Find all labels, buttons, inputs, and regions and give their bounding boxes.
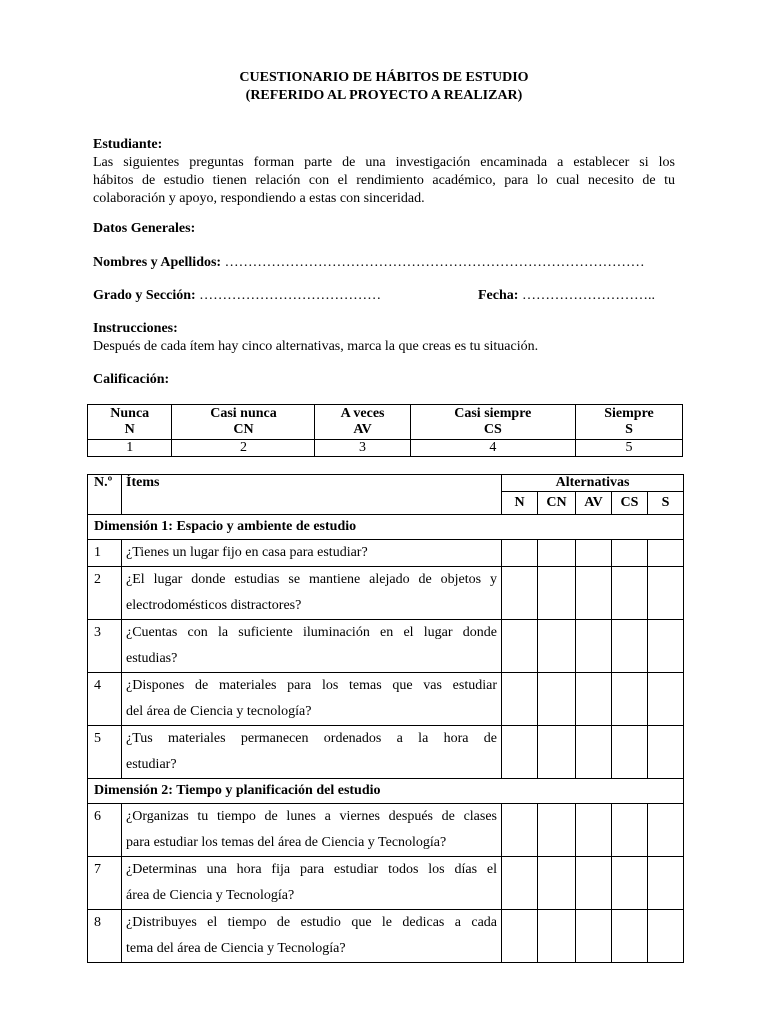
intro-line-1: Las siguientes preguntas forman parte de una investigación encaminada a establecer si los	[93, 155, 675, 170]
answer-cell-av[interactable]	[576, 910, 612, 963]
answer-cell-av[interactable]	[576, 857, 612, 910]
answer-cell-av[interactable]	[576, 726, 612, 779]
answer-cell-n[interactable]	[502, 567, 538, 620]
item-text: ¿Distribuyes el tiempo de estudio que le dedicas a cada tema del área de Ciencia y Tecnología?	[122, 910, 502, 963]
student-label: Estudiante:	[93, 137, 163, 152]
scale-value: 2	[172, 440, 315, 457]
instructions-text: Después de cada ítem hay cinco alternativas, marca la que creas es tu situación.	[93, 339, 539, 354]
answer-cell-cn[interactable]	[538, 857, 576, 910]
col-alternatives-header: Alternativas	[502, 475, 684, 492]
answer-cell-av[interactable]	[576, 673, 612, 726]
scale-value: 1	[88, 440, 172, 457]
intro-line-3: colaboración y apoyo, respondiendo a estas con sinceridad.	[93, 191, 425, 206]
answer-cell-n[interactable]	[502, 804, 538, 857]
date-dots: ………………………..	[521, 288, 655, 303]
answer-cell-s[interactable]	[648, 804, 684, 857]
table-row	[88, 540, 684, 567]
dimension-1-heading: Dimensión 1: Espacio y ambiente de estudio	[88, 515, 684, 540]
answer-cell-s[interactable]	[648, 673, 684, 726]
item-text: ¿Dispones de materiales para los temas que vas estudiar del área de Ciencia y tecnología?	[122, 673, 502, 726]
rating-scale-table	[87, 404, 683, 457]
answer-cell-cn[interactable]	[538, 567, 576, 620]
answer-cell-av[interactable]	[576, 804, 612, 857]
item-text: ¿Determinas una hora fija para estudiar todos los días el área de Ciencia y Tecnología?	[122, 857, 502, 910]
scale-header-almost-never: Casi nunca CN	[172, 405, 315, 440]
alt-header-cs: CS	[612, 492, 648, 515]
answer-cell-s[interactable]	[648, 857, 684, 910]
table-row	[88, 673, 684, 726]
instructions-section	[93, 320, 675, 356]
table-row	[88, 910, 684, 963]
answer-cell-n[interactable]	[502, 673, 538, 726]
answer-cell-cs[interactable]	[612, 910, 648, 963]
item-number: 5	[88, 726, 122, 779]
scale-header-almost-always: Casi siempre CS	[410, 405, 575, 440]
document-title-line1: CUESTIONARIO DE HÁBITOS DE ESTUDIO	[239, 70, 529, 85]
answer-cell-cs[interactable]	[612, 857, 648, 910]
table-row	[88, 567, 684, 620]
name-label: Nombres y Apellidos:	[93, 255, 222, 270]
answer-cell-cn[interactable]	[538, 540, 576, 567]
col-items-header: Ítems	[122, 475, 502, 515]
item-number: 8	[88, 910, 122, 963]
item-text: ¿Tus materiales permanecen ordenados a la hora de estudiar?	[122, 726, 502, 779]
alt-header-s: S	[648, 492, 684, 515]
answer-cell-s[interactable]	[648, 620, 684, 673]
answer-cell-av[interactable]	[576, 540, 612, 567]
general-data-label: Datos Generales:	[93, 221, 196, 236]
answer-cell-n[interactable]	[502, 910, 538, 963]
answer-cell-cn[interactable]	[538, 910, 576, 963]
questionnaire-table	[87, 474, 684, 963]
answer-cell-s[interactable]	[648, 567, 684, 620]
date-field[interactable]	[478, 287, 678, 305]
item-text: ¿El lugar donde estudias se mantiene alejado de objetos y electrodomésticos distractores?	[122, 567, 502, 620]
item-number: 4	[88, 673, 122, 726]
answer-cell-cn[interactable]	[538, 620, 576, 673]
item-number: 2	[88, 567, 122, 620]
alt-header-av: AV	[576, 492, 612, 515]
grade-dots: …………………………………	[199, 288, 382, 303]
scale-value: 5	[576, 440, 683, 457]
answer-cell-cs[interactable]	[612, 540, 648, 567]
item-number: 1	[88, 540, 122, 567]
name-dots: ………………………………………………………………………………	[224, 255, 645, 270]
answer-cell-cn[interactable]	[538, 726, 576, 779]
answer-cell-cn[interactable]	[538, 804, 576, 857]
item-text: ¿Tienes un lugar fijo en casa para estudiar?	[122, 540, 502, 567]
scale-value: 4	[410, 440, 575, 457]
scale-header-sometimes: A veces AV	[315, 405, 410, 440]
table-row	[88, 726, 684, 779]
answer-cell-av[interactable]	[576, 620, 612, 673]
scale-value: 3	[315, 440, 410, 457]
item-number: 6	[88, 804, 122, 857]
date-label: Fecha:	[478, 288, 519, 303]
dimension-2-heading: Dimensión 2: Tiempo y planificación del estudio	[88, 779, 684, 804]
intro-section	[93, 136, 675, 208]
answer-cell-n[interactable]	[502, 540, 538, 567]
answer-cell-cs[interactable]	[612, 673, 648, 726]
name-field[interactable]	[93, 254, 675, 272]
item-number: 7	[88, 857, 122, 910]
intro-line-2: hábitos de estudio tienen relación con el rendimiento académico, para lo cual necesito de tu	[93, 173, 675, 188]
answer-cell-cs[interactable]	[612, 620, 648, 673]
instructions-label: Instrucciones:	[93, 321, 178, 336]
answer-cell-av[interactable]	[576, 567, 612, 620]
answer-cell-s[interactable]	[648, 540, 684, 567]
grade-label: Grado y Sección:	[93, 288, 196, 303]
item-text: ¿Organizas tu tiempo de lunes a viernes después de clases para estudiar los temas del área de Ciencia y Tecnología?	[122, 804, 502, 857]
answer-cell-cs[interactable]	[612, 804, 648, 857]
scale-header-never: Nunca N	[88, 405, 172, 440]
answer-cell-n[interactable]	[502, 726, 538, 779]
answer-cell-s[interactable]	[648, 910, 684, 963]
answer-cell-cn[interactable]	[538, 673, 576, 726]
answer-cell-n[interactable]	[502, 620, 538, 673]
document-title-line2: (REFERIDO AL PROYECTO A REALIZAR)	[245, 88, 523, 103]
rating-label: Calificación:	[93, 372, 170, 387]
col-number-header: N.º	[88, 475, 122, 515]
table-row	[88, 857, 684, 910]
table-row	[88, 620, 684, 673]
alt-header-cn: CN	[538, 492, 576, 515]
scale-header-always: Siempre S	[576, 405, 683, 440]
answer-cell-cs[interactable]	[612, 567, 648, 620]
answer-cell-s[interactable]	[648, 726, 684, 779]
alt-header-n: N	[502, 492, 538, 515]
answer-cell-cs[interactable]	[612, 726, 648, 779]
answer-cell-n[interactable]	[502, 857, 538, 910]
item-text: ¿Cuentas con la suficiente iluminación en el lugar donde estudias?	[122, 620, 502, 673]
item-number: 3	[88, 620, 122, 673]
table-row	[88, 804, 684, 857]
